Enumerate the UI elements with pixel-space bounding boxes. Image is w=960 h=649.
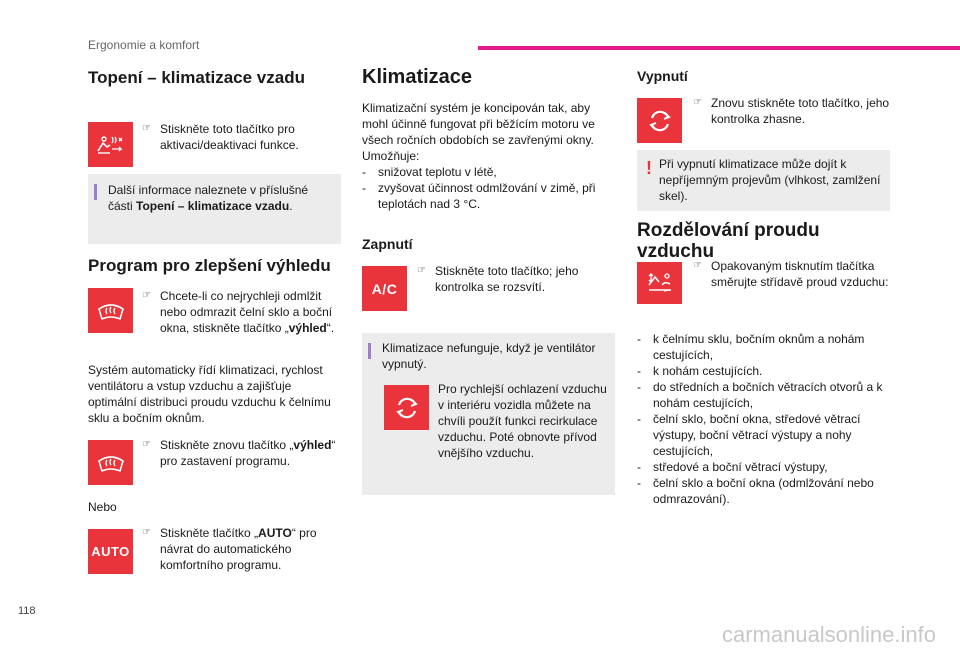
info-marker	[368, 343, 371, 359]
visibility-instruction: ☞ Chcete-li co nejrychleji odmlžit nebo odmrazit čelní sklo a boční okna, stiskněte tlačítko „výhled“.	[142, 289, 335, 335]
rear-climate-instruction: ☞ Stiskněte toto tlačítko pro aktivaci/deaktivaci funkce.	[142, 122, 299, 152]
visibility-stop-instruction: ☞ Stiskněte znovu tlačítko „výhled“ pro zastavení programu.	[142, 438, 336, 468]
ac-off-instruction: ☞ Znovu stiskněte toto tlačítko, jeho kontrolka zhasne.	[693, 96, 890, 126]
ac-enables-list	[362, 164, 607, 212]
info-marker	[94, 184, 97, 200]
watermark: carmanualsonline.info	[721, 622, 936, 647]
page-number: 118	[18, 605, 36, 617]
recirculation-icon	[384, 385, 429, 430]
heading-air-distribution: Rozdělování proudu vzduchu	[637, 220, 820, 262]
info-box-ac	[362, 333, 615, 495]
arrow-marker: ☞	[142, 527, 151, 538]
list-item: - čelní sklo a boční okna (odmlžování nebo odmrazování).	[637, 475, 892, 507]
arrow-marker: ☞	[142, 290, 151, 301]
arrow-marker: ☞	[693, 260, 702, 271]
auto-instruction: ☞ Stiskněte tlačítko „AUTO“ pro návrat do automatického komfortního programu.	[142, 526, 317, 572]
info-text: Další informace naleznete v příslušné části Topení – klimatizace vzadu.	[108, 183, 309, 213]
air-distribution-icon	[637, 262, 682, 304]
heading-switch-off: Vypnutí	[637, 68, 688, 84]
air-distribution-list	[637, 331, 892, 507]
ac-enables-label: Umožňuje:	[362, 149, 420, 163]
section-header: Ergonomie a komfort	[88, 38, 200, 52]
recirculation-icon	[637, 98, 682, 143]
ac-description: Klimatizační systém je koncipován tak, aby mohl účinně fungovat při běžícím motoru ve všech ročních obdobích se zavřenými okny.	[362, 101, 595, 147]
list-item: - snižovat teplotu v létě,	[362, 164, 607, 180]
recirculation-tip: Pro rychlejší ochlazení vzduchu v interiéru vozidla můžete na chvíli použít funkci recirkulace vzduchu. Poté obnovte přívod vnějšího vzduchu.	[438, 382, 607, 460]
header-accent-bar	[478, 46, 960, 50]
heading-visibility-program: Program pro zlepšení výhledu	[88, 256, 331, 275]
visibility-description: Systém automaticky řídí klimatizaci, rychlost ventilátoru a vstup vzduchu a zajišťuje optimální distribuci proudu vzduchu k čelnímu sklu a bočním oknům.	[88, 363, 331, 425]
list-item: - k čelnímu sklu, bočním oknům a nohám cestujících,	[637, 331, 892, 363]
arrow-marker: ☞	[417, 265, 426, 276]
heading-switch-on: Zapnutí	[362, 236, 413, 252]
warning-icon: !	[646, 158, 652, 178]
list-item: - zvyšovat účinnost odmlžování v zimě, při teplotách nad 3 °C.	[362, 180, 607, 212]
info-box-rear-climate	[88, 174, 341, 244]
rear-climate-icon	[88, 122, 133, 167]
ac-on-instruction: ☞ Stiskněte toto tlačítko; jeho kontrolka se rozsvítí.	[417, 264, 579, 294]
heading-air-conditioning: Klimatizace	[362, 66, 473, 88]
arrow-marker: ☞	[693, 97, 702, 108]
warning-box	[637, 150, 890, 211]
list-item: - středové a boční větrací výstupy,	[637, 459, 892, 475]
front-defrost-icon	[88, 288, 133, 333]
ac-button-icon: A/C	[362, 266, 407, 311]
list-item: - k nohám cestujících.	[637, 363, 892, 379]
front-defrost-icon	[88, 440, 133, 485]
air-distribution-instruction: ☞ Opakovaným tisknutím tlačítka směrujte střídavě proud vzduchu:	[693, 259, 889, 289]
nebo-text: Nebo	[88, 500, 117, 514]
list-item: - čelní sklo, boční okna, středové větrací výstupy, boční větrací výstupy a nohy cestujících,	[637, 411, 892, 459]
arrow-marker: ☞	[142, 439, 151, 450]
warning-text: Při vypnutí klimatizace může dojít k nepříjemným projevům (vlhkost, zamlžení skel).	[659, 157, 881, 203]
heading-rear-climate: Topení – klimatizace vzadu	[88, 68, 305, 87]
list-item: - do středních a bočních větracích otvorů a k nohám cestujících,	[637, 379, 892, 411]
arrow-marker: ☞	[142, 123, 151, 134]
info-text: Klimatizace nefunguje, když je ventilátor vypnutý.	[382, 341, 596, 371]
auto-button-icon: AUTO	[88, 529, 133, 574]
